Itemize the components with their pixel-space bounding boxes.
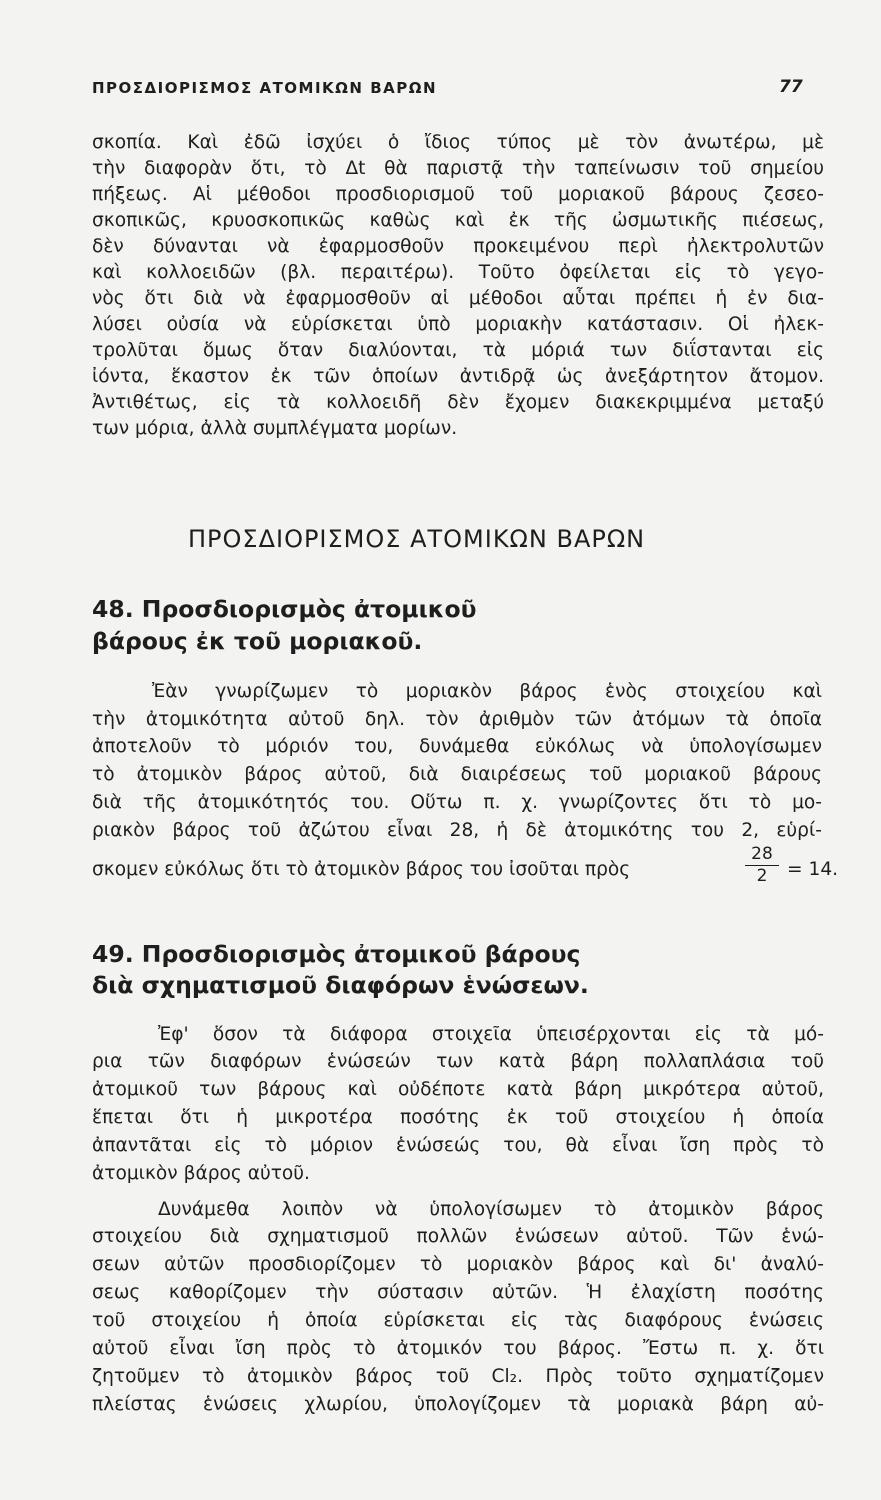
text-line: ἀπαντᾶται εἰς τὸ μόριον ἑνώσεώς του, θὰ εἶναι ἴση πρὸς τὸ	[92, 1135, 824, 1156]
text-line: σκοπία. Καὶ ἐδῶ ἰσχύει ὁ ἴδιος τύπος μὲ τὸν ἀνωτέρω, μὲ	[92, 132, 824, 153]
text-line: Ἐὰν γνωρίζωμεν τὸ μοριακὸν βάρος ἑνὸς στοιχείου καὶ	[152, 681, 822, 702]
fraction	[745, 844, 779, 886]
text-line: δὲν δύνανται νὰ ἐφαρμοσθοῦν προκειμένου περὶ ἠλεκτρολυτῶν	[92, 236, 824, 257]
text-line: ρια τῶν διαφόρων ἑνώσεών των κατὰ βάρη πολλαπλάσια τοῦ	[92, 1051, 824, 1072]
text-line: διὰ τῆς ἀτομικότητός του. Οὕτω π. χ. γνωρίζοντες ὅτι τὸ μο-	[92, 792, 822, 813]
text-line: ριακὸν βάρος τοῦ ἀζώτου εἶναι 28, ἡ δὲ ἀτομικότης του 2, εὑρί-	[92, 820, 822, 841]
text-line: ζητοῦμεν τὸ ἀτομικὸν βάρος τοῦ Cl₂. Πρὸς τοῦτο σχηματίζομεν	[92, 1366, 824, 1387]
text-line: τὸ ἀτομικὸν βάρος αὐτοῦ, διὰ διαιρέσεως τοῦ μοριακοῦ βάρους	[92, 764, 822, 785]
text-line: σκοπικῶς, κρυοσκοπικῶς καθὼς καὶ ἐκ τῆς ὠσμωτικῆς πιέσεως,	[92, 210, 824, 231]
fraction-numerator: 28	[745, 844, 779, 866]
text-line: καὶ κολλοειδῶν (βλ. περαιτέρω). Τοῦτο ὀφείλεται εἰς τὸ γεγο-	[92, 262, 824, 283]
text-line: σεως καθορίζομεν τὴν σύστασιν αὐτῶν. Ἡ ἐλαχίστη ποσότης	[92, 1282, 824, 1303]
chapter-title: ΠΡΟΣΔΙΟΡΙΣΜΟΣ ΑΤΟΜΙΚΩΝ ΒΑΡΩΝ	[188, 525, 646, 553]
text-line: τὴν διαφορὰν ὅτι, τὸ Δt θὰ παριστᾷ τὴν ταπείνωσιν τοῦ σημείου	[92, 158, 824, 179]
text-line: τρολῦται ὅμως ὅταν διαλύονται, τὰ μόριά των διΐστανται εἰς	[92, 340, 824, 361]
text-line: λύσει οὐσία νὰ εὑρίσκεται ὑπὸ μοριακὴν κατάστασιν. Οἱ ἠλεκ-	[92, 314, 824, 335]
fraction-denominator: 2	[756, 866, 768, 886]
text-line: ἕπεται ὅτι ἡ μικροτέρα ποσότης ἐκ τοῦ στοιχείου ἡ ὁποία	[92, 1107, 824, 1128]
section-48-heading: 48. Προσδιορισμὸς ἀτομικοῦ	[92, 595, 477, 623]
text-line: Δυνάμεθα λοιπὸν νὰ ὑπολογίσωμεν τὸ ἀτομικὸν βάρος	[158, 1199, 824, 1220]
text-line: ἀτομικοῦ των βάρους καὶ οὐδέποτε κατὰ βάρη μικρότερα αὐτοῦ,	[92, 1079, 824, 1100]
text-line: σεων αὐτῶν προσδιορίζομεν τὸ μοριακὸν βάρος καὶ δι' ἀναλύ-	[92, 1254, 824, 1275]
running-title: ΠΡΟΣΔΙΟΡΙΣΜΟΣ ΑΤΟΜΙΚΩΝ ΒΑΡΩΝ	[92, 79, 438, 97]
text-line: τὴν ἀτομικότητα αὐτοῦ δηλ. τὸν ἀριθμὸν τῶν ἀτόμων τὰ ὁποῖα	[92, 709, 822, 730]
text-line: ἀτομικὸν βάρος αὐτοῦ.	[92, 1163, 310, 1184]
text-line: πήξεως. Αἱ μέθοδοι προσδιορισμοῦ τοῦ μοριακοῦ βάρους ζεσεο-	[92, 184, 824, 205]
text-line: ἰόντα, ἕκαστον ἐκ τῶν ὁποίων ἀντιδρᾷ ὡς ἀνεξάρτητον ἄτομον.	[92, 366, 824, 387]
text-line: Ἀντιθέτως, εἰς τὰ κολλοειδῆ δὲν ἔχομεν διακεκριμμένα μεταξύ	[92, 392, 824, 413]
equation-result: = 14.	[787, 859, 839, 880]
section-48-heading: βάρους ἐκ τοῦ μοριακοῦ.	[92, 627, 423, 655]
section-49-heading: διὰ σχηματισμοῦ διαφόρων ἑνώσεων.	[92, 971, 589, 999]
text-line: νὸς ὅτι διὰ νὰ ἐφαρμοσθοῦν αἱ μέθοδοι αὗται πρέπει ἡ ἐν δια-	[92, 288, 824, 309]
text-line: τοῦ στοιχείου ἡ ὁποία εὑρίσκεται εἰς τὰς διαφόρους ἑνώσεις	[92, 1310, 824, 1331]
text-line: πλείστας ἑνώσεις χλωρίου, ὑπολογίζομεν τὰ μοριακὰ βάρη αὐ-	[92, 1394, 824, 1415]
text-line: στοιχείου διὰ σχηματισμοῦ πολλῶν ἑνώσεων αὐτοῦ. Τῶν ἑνώ-	[92, 1226, 824, 1247]
text-line: σκομεν εὐκόλως ὅτι τὸ ἀτομικὸν βάρος του ἰσοῦται πρὸς	[92, 859, 631, 880]
text-line: ἀποτελοῦν τὸ μόριόν του, δυνάμεθα εὐκόλως νὰ ὑπολογίσωμεν	[92, 736, 822, 757]
section-49-heading: 49. Προσδιορισμὸς ἀτομικοῦ βάρους	[92, 940, 581, 968]
text-line: Ἐφ' ὅσον τὰ διάφορα στοιχεῖα ὑπεισέρχονται εἰς τὰ μό-	[158, 1024, 824, 1045]
text-line: αὐτοῦ εἶναι ἴση πρὸς τὸ ἀτομικόν του βάρος. Ἔστω π. χ. ὅτι	[92, 1338, 824, 1359]
page-number: 77	[779, 77, 803, 97]
text-line: των μόρια, ἀλλὰ συμπλέγματα μορίων.	[92, 418, 458, 439]
